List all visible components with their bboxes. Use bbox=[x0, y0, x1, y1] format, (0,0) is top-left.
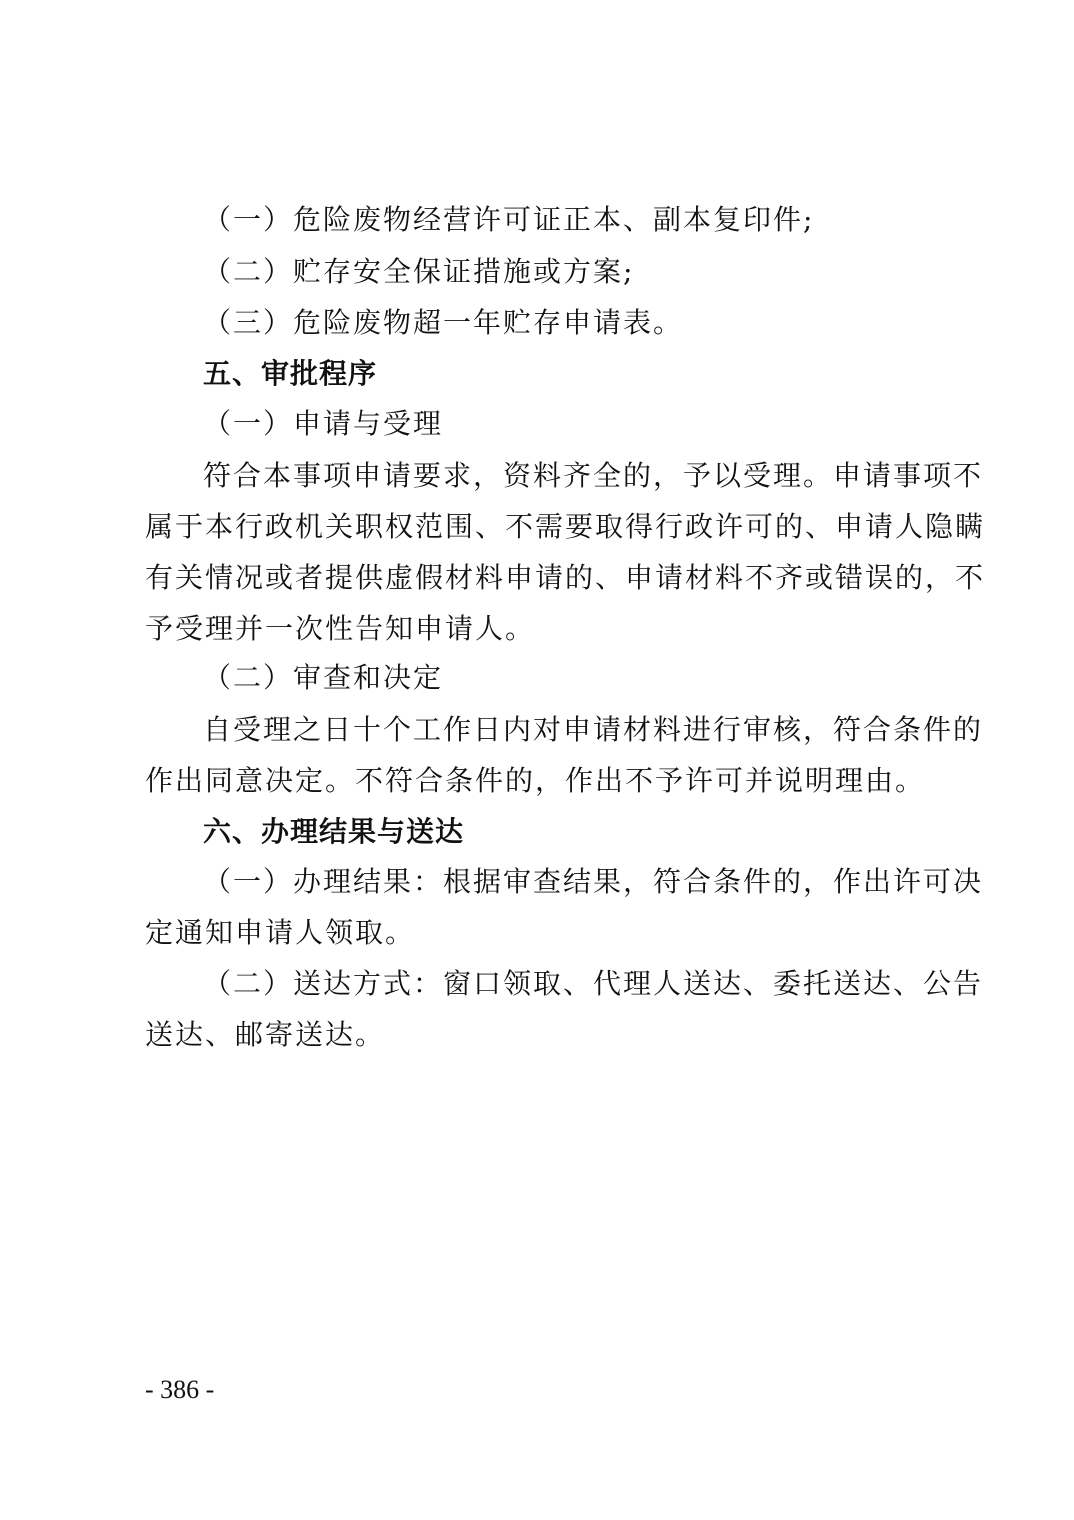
section-heading-result-delivery: 六、办理结果与送达 bbox=[203, 815, 465, 848]
section-heading-approval-procedure: 五、审批程序 bbox=[203, 357, 378, 390]
paragraph-line: 定通知申请人领取。 bbox=[145, 916, 416, 949]
subheading-review-decision: （二）审查和决定 bbox=[203, 661, 444, 694]
materials-item-2: （二）贮存安全保证措施或方案; bbox=[203, 255, 635, 288]
paragraph-line: 自受理之日十个工作日内对申请材料进行审核，符合条件的 bbox=[203, 713, 984, 746]
paragraph-line: 有关情况或者提供虚假材料申请的、申请材料不齐或错误的，不 bbox=[145, 561, 986, 594]
page-number: - 386 - bbox=[145, 1375, 215, 1404]
paragraph-line: 符合本事项申请要求，资料齐全的，予以受理。申请事项不 bbox=[203, 459, 984, 492]
materials-item-3: （三）危险废物超一年贮存申请表。 bbox=[203, 306, 684, 339]
paragraph-line: （一）办理结果：根据审查结果，符合条件的，作出许可决 bbox=[203, 865, 984, 898]
paragraph-line: 作出同意决定。不符合条件的，作出不予许可并说明理由。 bbox=[145, 764, 926, 797]
materials-item-1: （一）危险废物经营许可证正本、副本复印件; bbox=[203, 203, 815, 236]
subheading-application-acceptance: （一）申请与受理 bbox=[203, 407, 444, 440]
paragraph-line: 予受理并一次性告知申请人。 bbox=[145, 612, 536, 645]
paragraph-line: 送达、邮寄送达。 bbox=[145, 1018, 386, 1051]
paragraph-line: （二）送达方式：窗口领取、代理人送达、委托送达、公告 bbox=[203, 967, 984, 1000]
paragraph-line: 属于本行政机关职权范围、不需要取得行政许可的、申请人隐瞒 bbox=[145, 510, 986, 543]
